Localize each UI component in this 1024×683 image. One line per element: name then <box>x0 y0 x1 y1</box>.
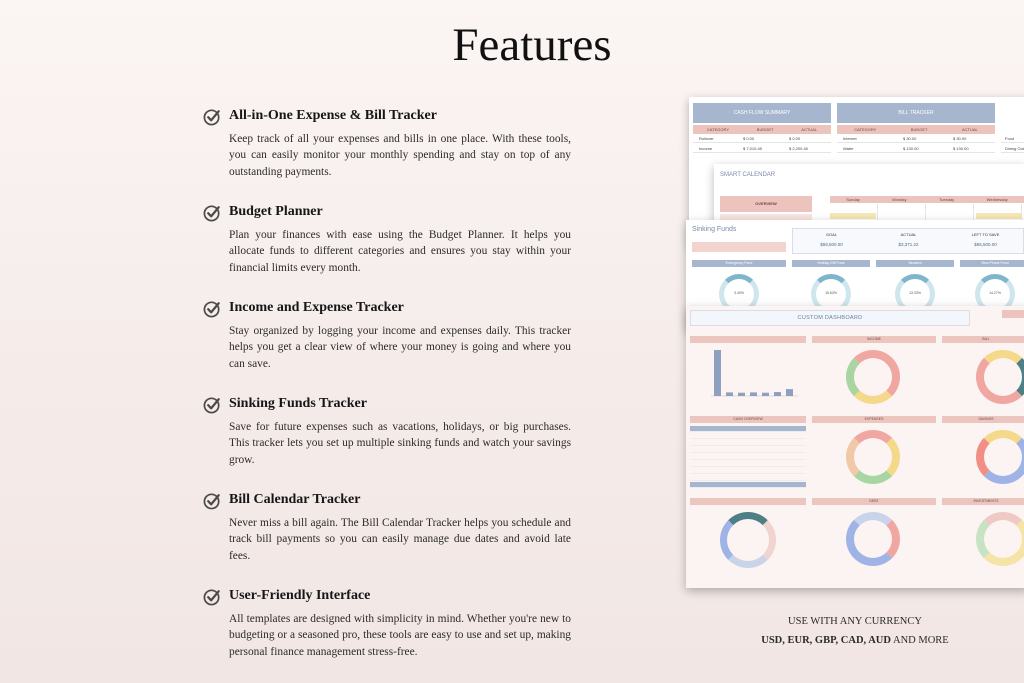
left-to-save-label: LEFT TO SAVE <box>971 232 1000 237</box>
feature-description: Plan your finances with ease using the Budget Planner. It helps you allocate funds to different categories and ensures you stay within your financial limits every month. <box>229 229 571 274</box>
col-budget: BUDGET <box>910 127 928 132</box>
page-title: Features <box>452 19 612 71</box>
table-row <box>1001 135 1024 143</box>
bill-donut <box>976 350 1024 404</box>
calendar-event <box>830 213 876 219</box>
table-row <box>1001 145 1024 153</box>
feature-item-expense-bill-tracker <box>203 104 571 180</box>
sinking-funds-title: Sinking Funds <box>692 226 737 233</box>
custom-dashboard-sheet <box>686 306 1024 588</box>
bill-tracker-header: BILL TRACKER <box>837 103 995 123</box>
feature-description: Keep track of all your expenses and bills in one place. With these tools, you can easily monitor your monthly spending and stay on top of any outstanding payments. <box>229 133 571 178</box>
cash-overview-header: CASH OVERVIEW <box>690 416 806 423</box>
table-row <box>837 135 995 143</box>
check-circle-icon <box>203 107 222 126</box>
select-current-box[interactable] <box>692 242 786 252</box>
income-donut <box>846 350 900 404</box>
feature-title: Income and Expense Tracker <box>229 300 404 315</box>
income-card-header: INCOME <box>812 336 936 343</box>
bill-card-header: BILL <box>942 336 1024 343</box>
fund-name: Vacation <box>876 260 954 267</box>
bar-chart <box>690 344 806 410</box>
fund-name: Holiday Gift Fund <box>792 260 870 267</box>
cash-flow-header: CASH FLOW SUMMARY <box>693 103 831 123</box>
day-label: Tuesday <box>938 197 955 202</box>
income-distribution-header <box>690 498 806 505</box>
currency-codes: USD, EUR, GBP, CAD, AUD <box>761 635 891 646</box>
feature-description: Stay organized by logging your income and expenses daily. This tracker helps you get a clear view of where your money is going and where you can save. <box>229 325 571 370</box>
check-circle-icon <box>203 491 222 510</box>
feature-title: Sinking Funds Tracker <box>229 396 367 411</box>
dashboard-title-bar <box>690 310 970 326</box>
income-distribution-donut <box>720 512 776 568</box>
fund-percent: 14.27% <box>989 291 1001 295</box>
bar-chart-bar <box>738 393 745 396</box>
feature-description: Never miss a bill again. The Bill Calendar Tracker helps you schedule and track bill payments so you can easily manage due dates and avoid late fees. <box>229 517 571 562</box>
table-row <box>693 135 831 143</box>
currency-list <box>742 635 968 646</box>
goal-value: $69,500.00 <box>820 242 843 247</box>
bar-chart-bar <box>750 392 757 396</box>
row-label: Water <box>843 146 854 151</box>
investments-donut <box>976 512 1024 566</box>
bar-chart-bar <box>786 389 793 396</box>
cash-flow-columns <box>693 125 831 134</box>
fund-name: New Phone Fund <box>960 260 1024 267</box>
debt-donut <box>846 512 900 566</box>
feature-description: Save for future expenses such as vacations, holidays, or big purchases. This tracker lets you set up multiple sinking funds and watch your savings grow. <box>229 421 571 466</box>
row-label: Income <box>699 146 713 151</box>
fund-percent: 15.63% <box>825 291 837 295</box>
investments-card-header: INVESTMENTS <box>942 498 1024 505</box>
row-label: Internet <box>843 136 857 141</box>
fund-name: Emergency Fund <box>692 260 786 267</box>
col-budget: BUDGET <box>756 127 774 132</box>
feature-item-income-expense-tracker <box>203 296 571 372</box>
savings-donut <box>976 430 1024 484</box>
day-label: Wednesday <box>986 197 1008 202</box>
goal-summary-box <box>792 228 1024 254</box>
table-row <box>693 145 831 153</box>
start-date-box[interactable] <box>1002 310 1024 318</box>
left-to-save-value: $65,500.00 <box>974 242 997 247</box>
row-actual: $ 130.00 <box>953 146 969 151</box>
actual-label: ACTUAL <box>900 232 917 237</box>
check-circle-icon <box>203 299 222 318</box>
bar-chart-bar <box>774 392 781 396</box>
row-budget: $ 30.00 <box>903 136 917 141</box>
check-circle-icon <box>203 587 222 606</box>
actual-value: $3,371.22 <box>898 242 919 247</box>
dashboard-title: CUSTOM DASHBOARD <box>797 315 863 321</box>
table-row <box>837 145 995 153</box>
bar-chart-bar <box>714 350 721 396</box>
smart-calendar-title: SMART CALENDAR <box>720 172 776 178</box>
row-actual: $ 0.00 <box>789 136 801 141</box>
row-label: Dining Out <box>1005 146 1024 151</box>
feature-title: User-Friendly Interface <box>229 588 371 603</box>
row-actual: $ 30.00 <box>953 136 967 141</box>
day-label: Monday <box>892 197 907 202</box>
currency-suffix: AND MORE <box>893 635 949 646</box>
calendar-days-header <box>830 196 1024 203</box>
bar-chart-header <box>690 336 806 343</box>
col-category: CATEGORY <box>706 127 729 132</box>
savings-card-header: SAVINGS <box>942 416 1024 423</box>
calendar-event <box>976 213 1022 219</box>
row-label: Food <box>1005 136 1015 141</box>
expenses-donut <box>846 430 900 484</box>
bill-tracker-columns <box>837 125 995 134</box>
row-actual: $ 2,200.45 <box>789 146 808 151</box>
currency-note: USE WITH ANY CURRENCY <box>788 616 922 627</box>
overview-label: OVERVIEW <box>720 196 812 212</box>
feature-item-user-friendly-interface <box>203 584 571 660</box>
col-category: CATEGORY <box>854 127 877 132</box>
check-circle-icon <box>203 203 222 222</box>
feature-title: All-in-One Expense & Bill Tracker <box>229 108 437 123</box>
feature-item-sinking-funds-tracker <box>203 392 571 468</box>
col-actual: ACTUAL <box>961 127 978 132</box>
day-label: Sunday <box>846 197 860 202</box>
debt-card-header: DEBT <box>812 498 936 505</box>
feature-item-bill-calendar-tracker <box>203 488 571 564</box>
fund-percent: 3.40% <box>734 291 744 295</box>
feature-title: Budget Planner <box>229 204 323 219</box>
feature-description: All templates are designed with simplicity in mind. Whether you're new to budgeting or a seasoned pro, these tools are easy to use and set up, making personal finance management stress-free. <box>229 613 571 658</box>
col-actual: ACTUAL <box>801 127 818 132</box>
row-budget: $ 130.00 <box>903 146 919 151</box>
product-mockup <box>686 94 1024 588</box>
row-label: Rollover <box>699 136 714 141</box>
feature-title: Bill Calendar Tracker <box>229 492 361 507</box>
feature-item-budget-planner <box>203 200 571 276</box>
bar-chart-bar <box>726 392 733 396</box>
expenses-card-header: EXPENSES <box>812 416 936 423</box>
row-budget: $ 0.00 <box>743 136 755 141</box>
fund-percent: 13.33% <box>909 291 921 295</box>
bar-chart-bar <box>762 393 769 396</box>
check-circle-icon <box>203 395 222 414</box>
row-budget: $ 7,010.45 <box>743 146 762 151</box>
goal-label: GOAL <box>825 232 838 237</box>
